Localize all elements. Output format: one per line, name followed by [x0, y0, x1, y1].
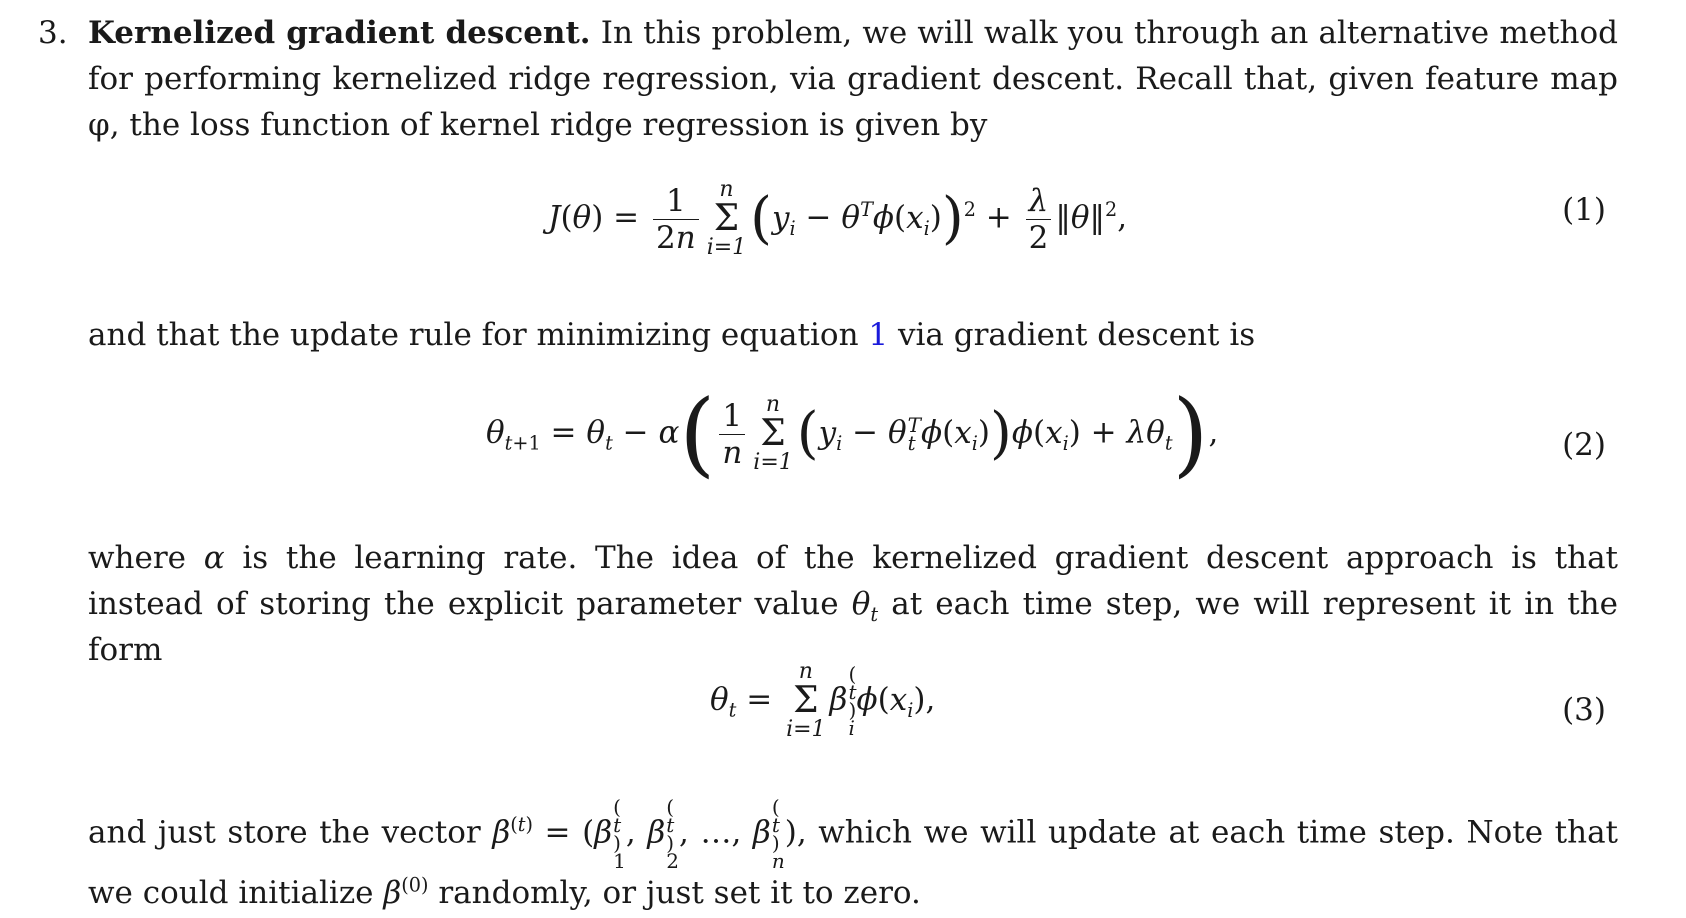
equation-3-number: (3): [1562, 692, 1606, 728]
equation-reference-link[interactable]: 1: [868, 317, 889, 353]
problem-title: Kernelized gradient descent.: [88, 15, 591, 51]
equation-2-number: (2): [1562, 427, 1606, 463]
paragraph-learning-rate: where α is the learning rate. The idea of the kernelized gradient descent approach is that instead of storing the explicit parameter value $\theta_t$ at each time step, we will represent it in the form: [88, 540, 1619, 668]
intro-text: In this problem, we will walk you through an alternative method for performing kernelized ridge regression, via gradient descent. Recall that, given feature map φ, the loss function of kernel ridge regression is given by: [88, 15, 1618, 143]
equation-3: $\theta_t$ = n Σ i=1 β ( t ) i $\phi(x_i)$,: [710, 659, 936, 742]
equation-1: J(θ) = $\frac{1}{2n}$ n Σ i=1 $(y_i - \theta^T\phi(x_i))^2$ + $\frac{\lambda}{2}$ ‖θ‖$^2$,: [548, 177, 1128, 260]
intro-paragraph: [88, 10, 1618, 148]
equation-1-number: (1): [1562, 192, 1606, 228]
equation-2: $\theta_{t+1} = \theta_t - \alpha$( $\frac{1}{n}$ n Σ i=1 ($y_i - \theta$ T t $\phi(x_i))\phi(x_i) + \lambda\theta_t$),: [486, 380, 1219, 487]
problem-number: 3.: [38, 15, 68, 51]
paragraph-closing: and just store the vector $\beta^{(t)} = (\beta$ ( t ) 1 , β ( t ) 2 , …, β ( t ) n ), which we will update at each time step. Note that we could initialize $\beta^{(0)}$ randomly, or just set it to zero.: [88, 795, 1619, 911]
paragraph-update-rule: and that the update rule for minimizing equation 1 via gradient descent is: [88, 317, 1256, 353]
